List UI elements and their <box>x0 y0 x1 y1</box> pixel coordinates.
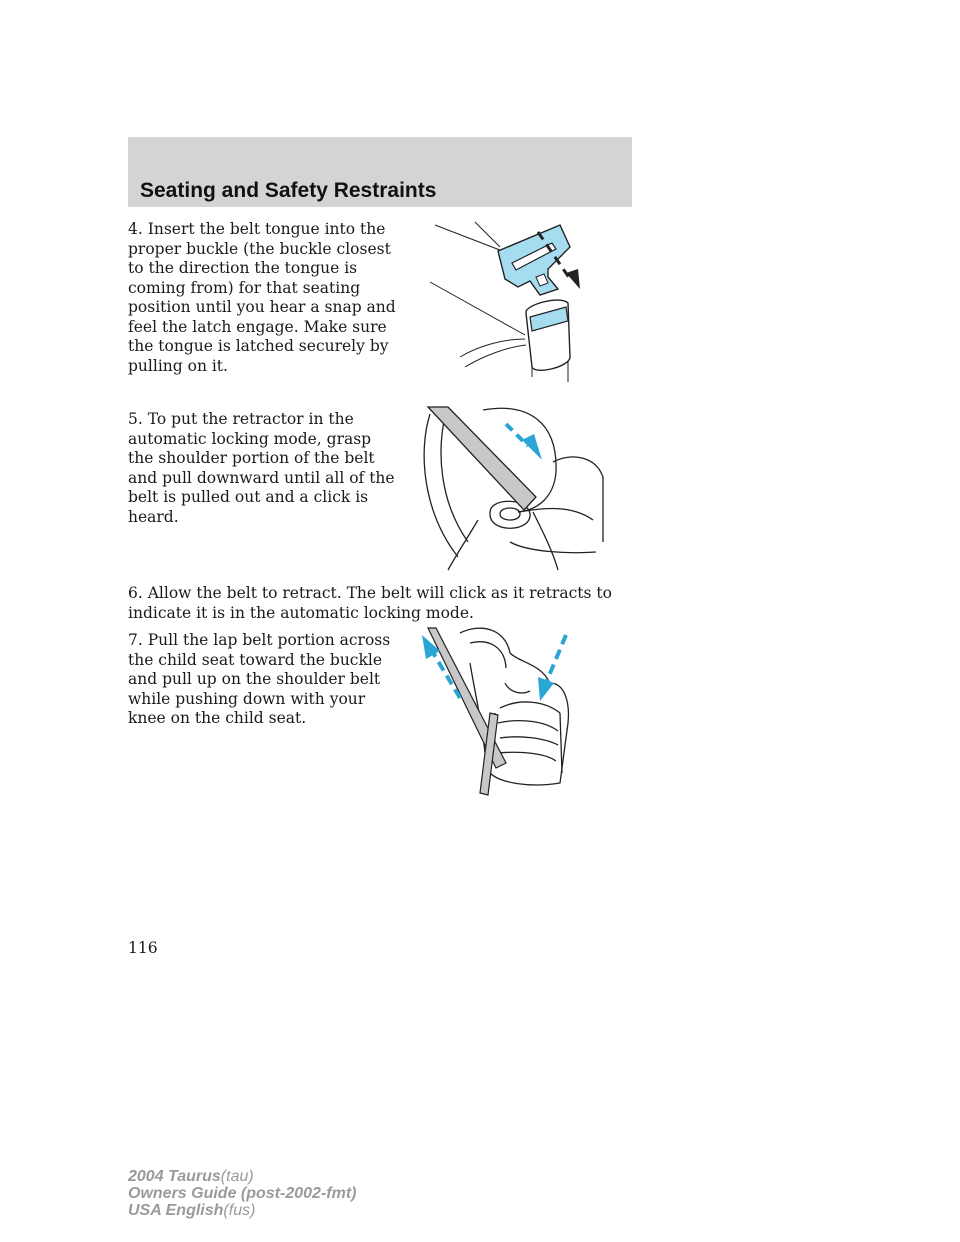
footer-language: USA English <box>128 1202 224 1219</box>
step-5-text: 5. To put the retractor in the automatic locking mode, grasp the shoulder portion of the belt and pull downward until all of the belt is pulled out and a click is heard. <box>128 410 395 526</box>
footer-line-2 <box>128 1185 356 1202</box>
footer <box>128 1168 356 1219</box>
step-7-text: 7. Pull the lap belt portion across the child seat toward the buckle and pull up on the shoulder belt while pushing down with your knee on the child seat. <box>128 631 391 727</box>
footer-line-3 <box>128 1202 356 1219</box>
footer-language-code: (fus) <box>223 1202 256 1219</box>
push-down-arrow-icon <box>538 635 566 701</box>
step-4-text: 4. Insert the belt tongue into the proper buckle (the buckle closest to the direction the tongue is coming from) for that seating position until you hear a snap and feel the latch engage. Make sure the tongue is latched securely by pulling on it. <box>128 220 396 375</box>
footer-model: 2004 Taurus <box>128 1168 221 1185</box>
page-number: 116 <box>128 939 158 957</box>
footer-model-code: (tau) <box>220 1168 254 1185</box>
section-title: Seating and Safety Restraints <box>140 179 437 202</box>
lap-belt-child-seat-illustration <box>410 623 600 803</box>
pull-down-arrow-icon <box>506 424 542 460</box>
step-6-text: 6. Allow the belt to retract. The belt will click as it retracts to indicate it is in the automatic locking mode. <box>128 584 612 622</box>
belt-tongue-buckle-illustration <box>420 217 595 392</box>
footer-line-1 <box>128 1168 356 1185</box>
retractor-locking-illustration <box>418 402 608 572</box>
footer-guide: Owners Guide (post-2002-fmt) <box>128 1185 357 1202</box>
